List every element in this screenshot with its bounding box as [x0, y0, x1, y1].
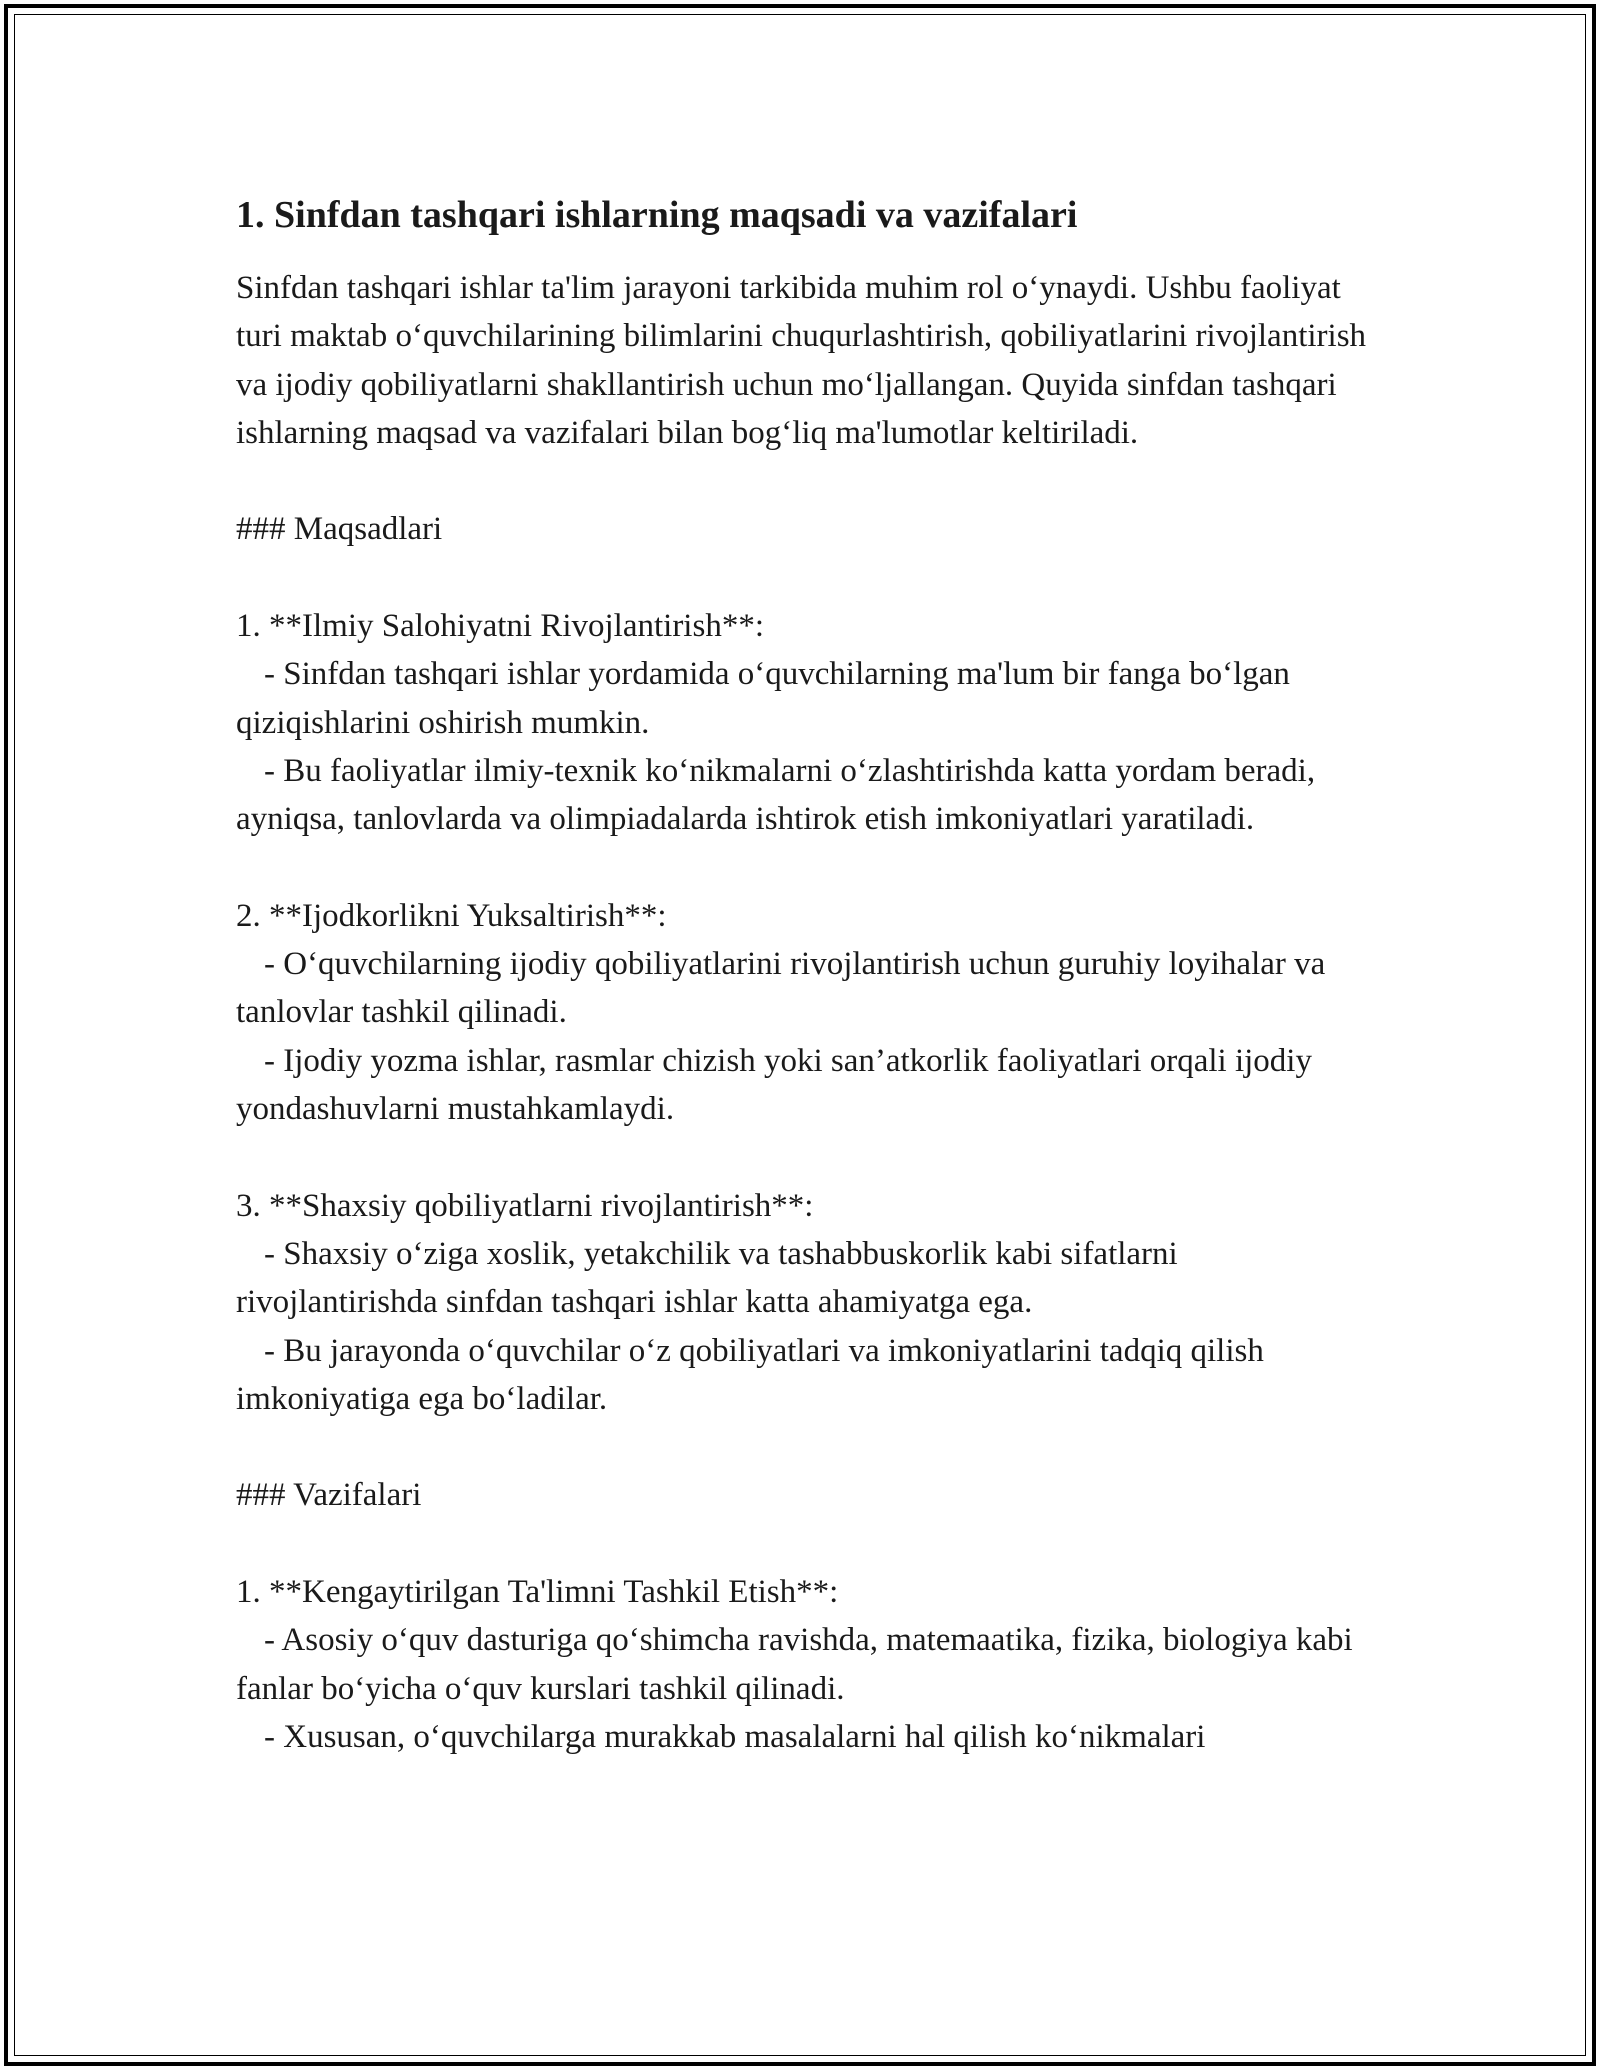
list-item-bullet: - Bu jarayonda o‘quvchilar o‘z qobiliyatlari va imkoniyatlarini tadqiq qilish imkoniyatiga ega bo‘ladilar.	[236, 1332, 1264, 1417]
document-body	[236, 186, 1386, 1761]
list-item-bullet: - O‘quvchilarning ijodiy qobiliyatlarini rivojlantirish uchun guruhiy loyihalar va tanlovlar tashkil qilinadi.	[236, 946, 1326, 1031]
list-item-bullet: - Shaxsiy o‘ziga xoslik, yetakchilik va tashabbuskorlik kabi sifatlarni rivojlantirishda sinfdan tashqari ishlar katta ahamiyatga ega.	[236, 1235, 1178, 1321]
list-item-bullet: - Bu faoliyatlar ilmiy-texnik ko‘nikmalarni o‘zlashtirishda katta yordam beradi, ayniqsa, tanlovlarda va olimpiadalarda ishtirok etish imkoniyatlari yaratiladi.	[236, 752, 1316, 838]
list-item-title: 3. **Shaxsiy qobiliyatlarni rivojlantirish**:	[236, 1187, 814, 1224]
list-item-title: 1. **Ilmiy Salohiyatni Rivojlantirish**:	[236, 608, 764, 645]
list-item-title: 1. **Kengaytirilgan Ta'limni Tashkil Etish**:	[236, 1574, 839, 1611]
list-item-bullet: - Ijodiy yozma ishlar, rasmlar chizish yoki san’atkorlik faoliyatlari orqali ijodiy yondashuvlarni mustahkamlaydi.	[236, 1042, 1312, 1128]
list-item-bullet: - Sinfdan tashqari ishlar yordamida o‘quvchilarning ma'lum bir fanga bo‘lgan qiziqishlarini oshirish mumkin.	[236, 656, 1290, 741]
section-heading-vazifalari: ### Vazifalari	[236, 1477, 422, 1514]
list-item-title: 2. **Ijodkorlikni Yuksaltirish**:	[236, 897, 667, 934]
list-item-bullet: - Xususan, o‘quvchilarga murakkab masalalarni hal qilish ko‘nikmalari	[264, 1718, 1206, 1755]
intro-paragraph: Sinfdan tashqari ishlar ta'lim jarayoni tarkibida muhim rol o‘ynaydi. Ushbu faoliyat turi maktab o‘quvchilarining bilimlarini chuqurlashtirish, qobiliyatlarini rivojlantirish va ijodiy qobiliyatlarni shakllantirish uchun mo‘ljallangan. Quyida sinfdan tashqari ishlarning maqsad va vazifalari bilan bog‘liq ma'lumotlar keltiriladi.	[236, 270, 1367, 451]
document-title: 1. Sinfdan tashqari ishlarning maqsadi va vazifalari	[236, 194, 1078, 236]
list-item-bullet: - Asosiy o‘quv dasturiga qo‘shimcha ravishda, matemaatika, fizika, biologiya kabi fanlar bo‘yicha o‘quv kurslari tashkil qilinadi.	[236, 1622, 1353, 1707]
section-heading-maqsadlari: ### Maqsadlari	[236, 511, 443, 548]
